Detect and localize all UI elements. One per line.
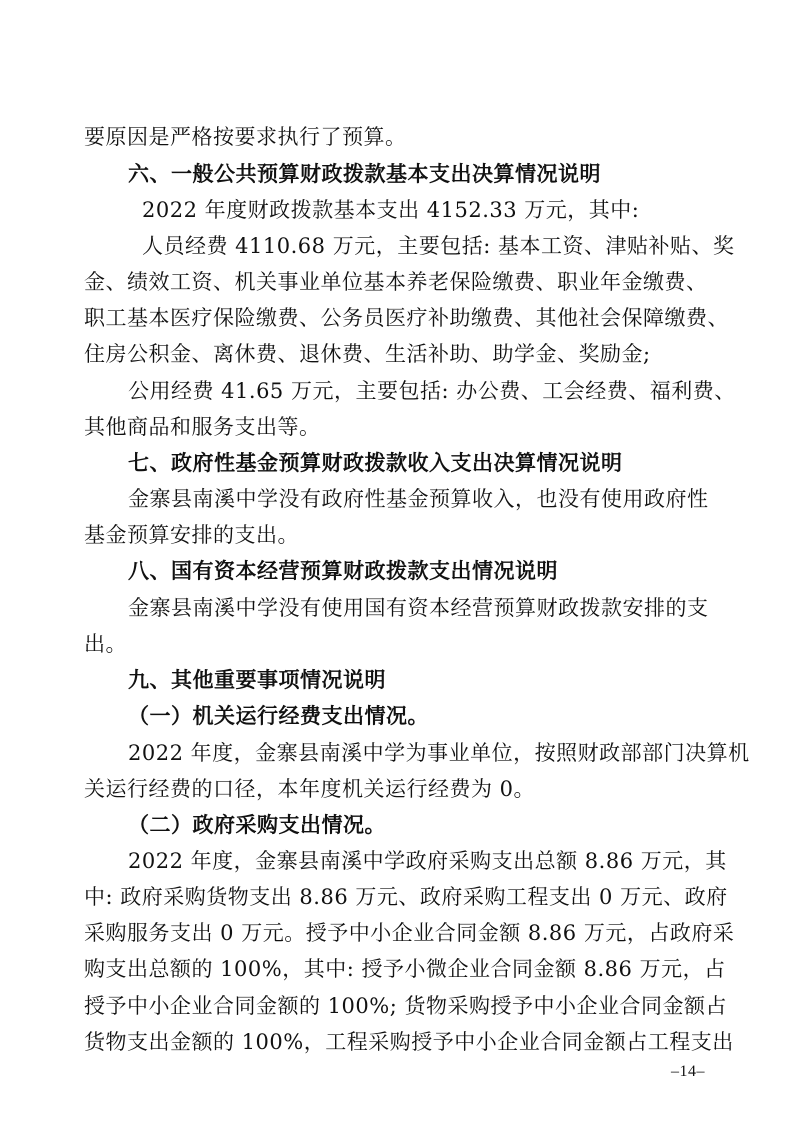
- paragraph-line: 人员经费 4110.68 万元，主要包括: 基本工资、津贴补贴、奖: [142, 234, 735, 258]
- paragraph-line: 2022 年度，金寨县南溪中学政府采购支出总额 8.86 万元，其: [128, 849, 727, 873]
- paragraph-line: 出。: [84, 632, 127, 656]
- paragraph-line: 中: 政府采购货物支出 8.86 万元、政府采购工程支出 0 万元、政府: [84, 885, 728, 909]
- paragraph-line: 要原因是严格按要求执行了预算。: [84, 125, 407, 149]
- paragraph-line: 2022 年度，金寨县南溪中学为事业单位，按照财政部部门决算机: [128, 741, 750, 765]
- section-heading-6: 六、一般公共预算财政拨款基本支出决算情况说明: [128, 162, 601, 186]
- paragraph-line: 2022 年度财政拨款基本支出 4152.33 万元，其中:: [142, 198, 640, 222]
- subsection-heading-1: （一）机关运行经费支出情况。: [128, 704, 429, 728]
- paragraph-line: 关运行经费的口径，本年度机关运行经费为 0。: [84, 777, 536, 801]
- paragraph-line: 住房公积金、离休费、退休费、生活补助、助学金、奖励金;: [84, 342, 651, 366]
- paragraph-line: 购支出总额的 100%，其中: 授予小微企业合同金额 8.86 万元，占: [84, 957, 726, 981]
- paragraph-line: 金寨县南溪中学没有使用国有资本经营预算财政拨款安排的支: [128, 596, 709, 620]
- paragraph-line: 采购服务支出 0 万元。授予中小企业合同金额 8.86 万元，占政府采: [84, 921, 735, 945]
- paragraph-line: 授予中小企业合同金额的 100%; 货物采购授予中小企业合同金额占: [84, 994, 727, 1018]
- paragraph-line: 基金预算安排的支出。: [84, 523, 299, 547]
- paragraph-line: 其他商品和服务支出等。: [84, 415, 321, 439]
- paragraph-line: 职工基本医疗保险缴费、公务员医疗补助缴费、其他社会保障缴费、: [84, 306, 729, 330]
- paragraph-line: 公用经费 41.65 万元，主要包括: 办公费、工会经费、福利费、: [128, 379, 736, 403]
- paragraph-line: 货物支出金额的 100%，工程采购授予中小企业合同金额占工程支出: [84, 1030, 734, 1054]
- section-heading-8: 八、国有资本经营预算财政拨款支出情况说明: [128, 559, 558, 583]
- page-number: –14–: [671, 1063, 705, 1080]
- paragraph-line: 金、绩效工资、机关事业单位基本养老保险缴费、职业年金缴费、: [84, 270, 708, 294]
- subsection-heading-2: （二）政府采购支出情况。: [128, 813, 386, 837]
- paragraph-line: 金寨县南溪中学没有政府性基金预算收入，也没有使用政府性: [128, 487, 709, 511]
- section-heading-7: 七、政府性基金预算财政拨款收入支出决算情况说明: [128, 451, 623, 475]
- section-heading-9: 九、其他重要事项情况说明: [128, 668, 386, 692]
